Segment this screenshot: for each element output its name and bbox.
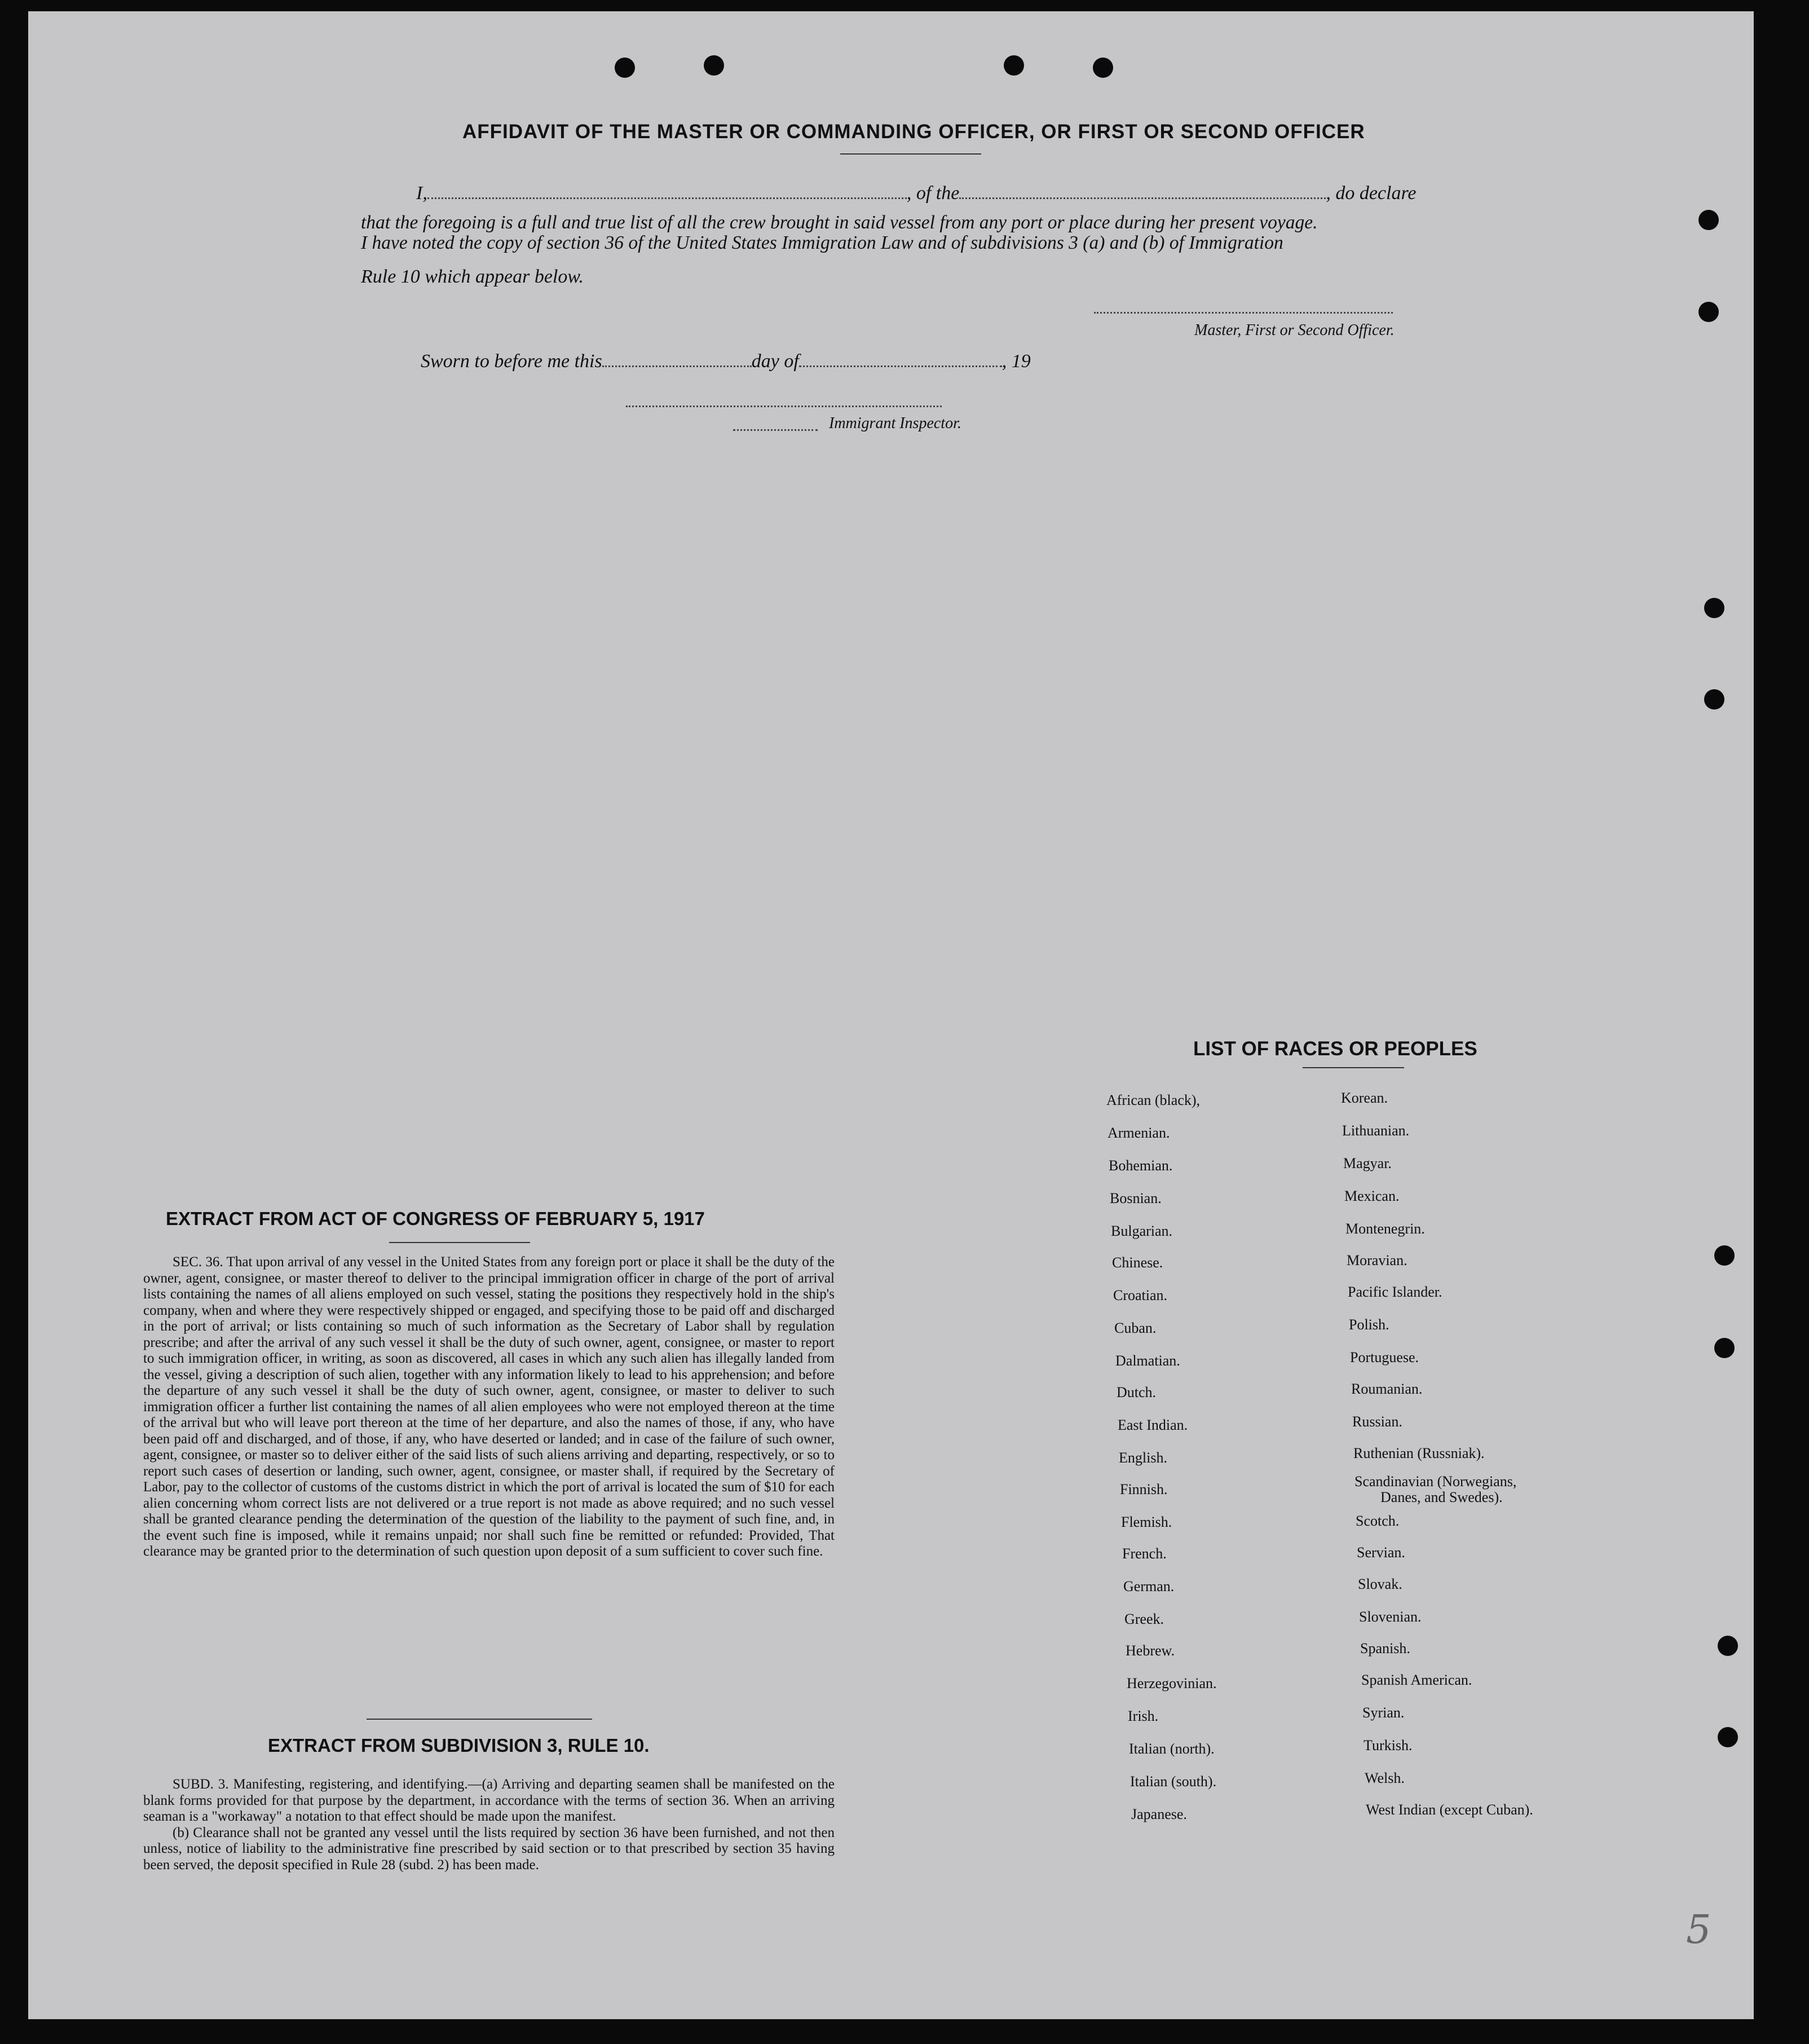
punch-hole: [1704, 598, 1724, 618]
punch-hole: [1004, 55, 1024, 76]
act-extract-title: EXTRACT FROM ACT OF CONGRESS OF FEBRUARY 5, 1917: [166, 1208, 705, 1229]
race-item: Moravian.: [1347, 1252, 1408, 1268]
race-item: Slovenian.: [1359, 1609, 1422, 1625]
race-item: African (black),: [1106, 1092, 1201, 1108]
race-item: Portuguese.: [1350, 1349, 1419, 1365]
punch-hole: [1093, 58, 1113, 78]
race-item: Spanish.: [1360, 1640, 1410, 1657]
race-item: Hebrew.: [1126, 1642, 1175, 1659]
race-item: Greek.: [1124, 1611, 1164, 1627]
race-item: English.: [1119, 1450, 1167, 1466]
declaration-line-4: Rule 10 which appear below.: [361, 266, 584, 287]
inspector-signature-line: [626, 405, 942, 407]
punch-hole: [1714, 1245, 1735, 1266]
race-item: Korean.: [1341, 1090, 1388, 1106]
punch-hole: [1698, 210, 1719, 230]
title-underline: [840, 153, 981, 155]
sworn-line: [421, 351, 1031, 372]
race-item: Italian (south).: [1130, 1773, 1217, 1790]
name-blank: [427, 197, 907, 199]
handwritten-page-mark: 5: [1686, 1906, 1711, 1953]
act-title-underline: [389, 1242, 530, 1243]
race-item: Russian.: [1352, 1413, 1402, 1430]
race-item: Montenegrin.: [1345, 1221, 1425, 1237]
month-blank: [799, 365, 1002, 367]
punch-hole: [1714, 1338, 1735, 1358]
vessel-blank: [959, 197, 1326, 199]
race-item: Flemish.: [1121, 1514, 1172, 1530]
race-item: Ruthenian (Russniak).: [1353, 1445, 1485, 1461]
sworn-day-of: day of: [751, 351, 799, 372]
document-page: [28, 11, 1754, 2019]
punch-hole: [615, 58, 635, 78]
race-item: West Indian (except Cuban).: [1366, 1801, 1533, 1818]
race-item: Scandinavian (Norwegians,: [1354, 1473, 1517, 1490]
race-item: Irish.: [1128, 1708, 1159, 1724]
race-item: Cuban.: [1114, 1320, 1157, 1336]
day-blank: [602, 365, 752, 367]
race-item: Bulgarian.: [1111, 1223, 1173, 1239]
race-item: Lithuanian.: [1342, 1122, 1410, 1139]
section-36-text: SEC. 36. That upon arrival of any vessel in the United States from any foreign port or place it shall be the duty of the owner, agent, consignee, or master thereof to deliver to the principal immigration officer in charge of the port of arrival lists containing the names of all aliens employed on such vessel, stating the positions they respectively hold in the ship's company, when and where they were respectively shipped or engaged, and specifying those to be paid off and discharged in the port of arrival; or lists containing so much of such information as the Secretary of Labor shall by regulation prescribe; and after the arrival of any such vessel it shall be the duty of such owner, agent, consignee, or master to report to such immigration officer, in writing, as soon as discovered, all cases in which any such alien has illegally landed from the vessel, giving a description of such alien, together with any information likely to lead to his apprehension; and before the departure of any such vessel it shall be the duty of such owner, agent, consignee, or master to deliver to such immigration officer a further list containing the names of all alien employees who were not employed thereon at the time of the arrival but who will leave port thereon at the time of her departure, and also the names of those, if any, who have been paid off and discharged, and of those, if any, who have deserted or landed; and in case of the failure of such owner, agent, consignee, or master so to deliver either of the said lists of such aliens arriving and departing, respectively, or so to report such cases of desertion or landing, such owner, agent, consignee, or master shall, if required by the Secretary of Labor, pay to the collector of customs of the customs district in which the port of arrival is located the sum of $10 for each alien concerning whom correct lists are not delivered or a true report is not made as above required; and no such vessel shall be granted clearance pending the determination of the question of the liability to the payment of such fine, and, in the event such fine is imposed, while it remains unpaid; nor shall such fine be remitted or refunded: Provided, That clearance may be granted prior to the determination of such question upon deposit of a sum sufficient to cover such fine.: [143, 1254, 835, 1559]
race-item: Welsh.: [1365, 1770, 1405, 1786]
race-item: Herzegovinian.: [1127, 1675, 1217, 1691]
declaration-line-3: I have noted the copy of section 36 of the United States Immigration Law and of subdivisions 3 (a) and (b) of Immigration: [361, 232, 1283, 253]
act-extract-body: [143, 1254, 835, 1560]
declaration-do-declare: , do declare: [1326, 183, 1417, 204]
race-item: Pacific Islander.: [1348, 1284, 1442, 1300]
race-item: Mexican.: [1344, 1188, 1400, 1204]
declaration-i: I,: [416, 183, 427, 204]
race-item: Bosnian.: [1110, 1190, 1162, 1206]
race-item: Dutch.: [1117, 1384, 1157, 1400]
punch-hole: [1718, 1727, 1738, 1747]
race-item: Syrian.: [1362, 1704, 1405, 1721]
race-item: East Indian.: [1118, 1417, 1188, 1433]
declaration-line: [416, 183, 1417, 204]
race-item: Polish.: [1349, 1316, 1389, 1333]
race-item: Italian (north).: [1129, 1741, 1215, 1757]
race-item: Bohemian.: [1109, 1157, 1173, 1174]
declaration-of-the: , of the: [906, 183, 960, 204]
race-item: French.: [1122, 1545, 1167, 1562]
punch-hole: [704, 55, 724, 76]
punch-hole: [1698, 302, 1719, 322]
races-title: LIST OF RACES OR PEOPLES: [1193, 1038, 1477, 1060]
race-item: Danes, and Swedes).: [1380, 1489, 1503, 1505]
act-body-underline: [367, 1719, 592, 1720]
race-item: Servian.: [1357, 1544, 1405, 1561]
race-item: Croatian.: [1113, 1287, 1168, 1303]
races-underline: [1303, 1067, 1404, 1068]
affidavit-title: AFFIDAVIT OF THE MASTER OR COMMANDING OFFICER, OR FIRST OR SECOND OFFICER: [462, 121, 1365, 143]
punch-hole: [1718, 1636, 1738, 1656]
signature-line: [1094, 311, 1393, 314]
race-item: German.: [1123, 1578, 1175, 1594]
race-item: Chinese.: [1112, 1254, 1163, 1271]
signature-label: Master, First or Second Officer.: [1194, 321, 1395, 339]
race-item: Spanish American.: [1361, 1672, 1472, 1688]
race-item: Slovak.: [1358, 1576, 1402, 1592]
subdivision-a-text: SUBD. 3. Manifesting, registering, and identifying.—(a) Arriving and departing seamen shall be manifested on the blank forms provided for that purpose by the department, in accordance with the terms of section 36. When an arriving seaman is a "workaway" a notation to that effect should be made upon the manifest.: [143, 1777, 835, 1824]
sworn-text: Sworn to before me this: [421, 351, 602, 372]
race-item: Scotch.: [1356, 1513, 1400, 1529]
race-item: Dalmatian.: [1115, 1353, 1180, 1369]
race-item: Japanese.: [1131, 1806, 1187, 1822]
sworn-year: , 19: [1001, 351, 1031, 372]
punch-hole: [1704, 689, 1724, 710]
rule-extract-title: EXTRACT FROM SUBDIVISION 3, RULE 10.: [268, 1735, 650, 1756]
race-item: Armenian.: [1108, 1125, 1170, 1141]
declaration-line-2: that the foregoing is a full and true list of all the crew brought in said vessel from any port or place during her present voyage.: [361, 212, 1318, 233]
rule-extract-body: [143, 1777, 835, 1873]
race-item: Roumanian.: [1351, 1381, 1423, 1397]
race-item: Finnish.: [1120, 1481, 1168, 1497]
inspector-label: Immigrant Inspector.: [829, 415, 961, 432]
race-item: Magyar.: [1343, 1155, 1392, 1171]
subdivision-b-text: (b) Clearance shall not be granted any vessel until the lists required by section 36 have been furnished, and not then unless, notice of liability to the administrative fine prescribed by said section or to that prescribed by section 35 having been served, the deposit specified in Rule 28 (subd. 2) has been made.: [143, 1825, 835, 1873]
race-item: Turkish.: [1364, 1737, 1413, 1754]
inspector-signature-line-2: [733, 429, 818, 431]
